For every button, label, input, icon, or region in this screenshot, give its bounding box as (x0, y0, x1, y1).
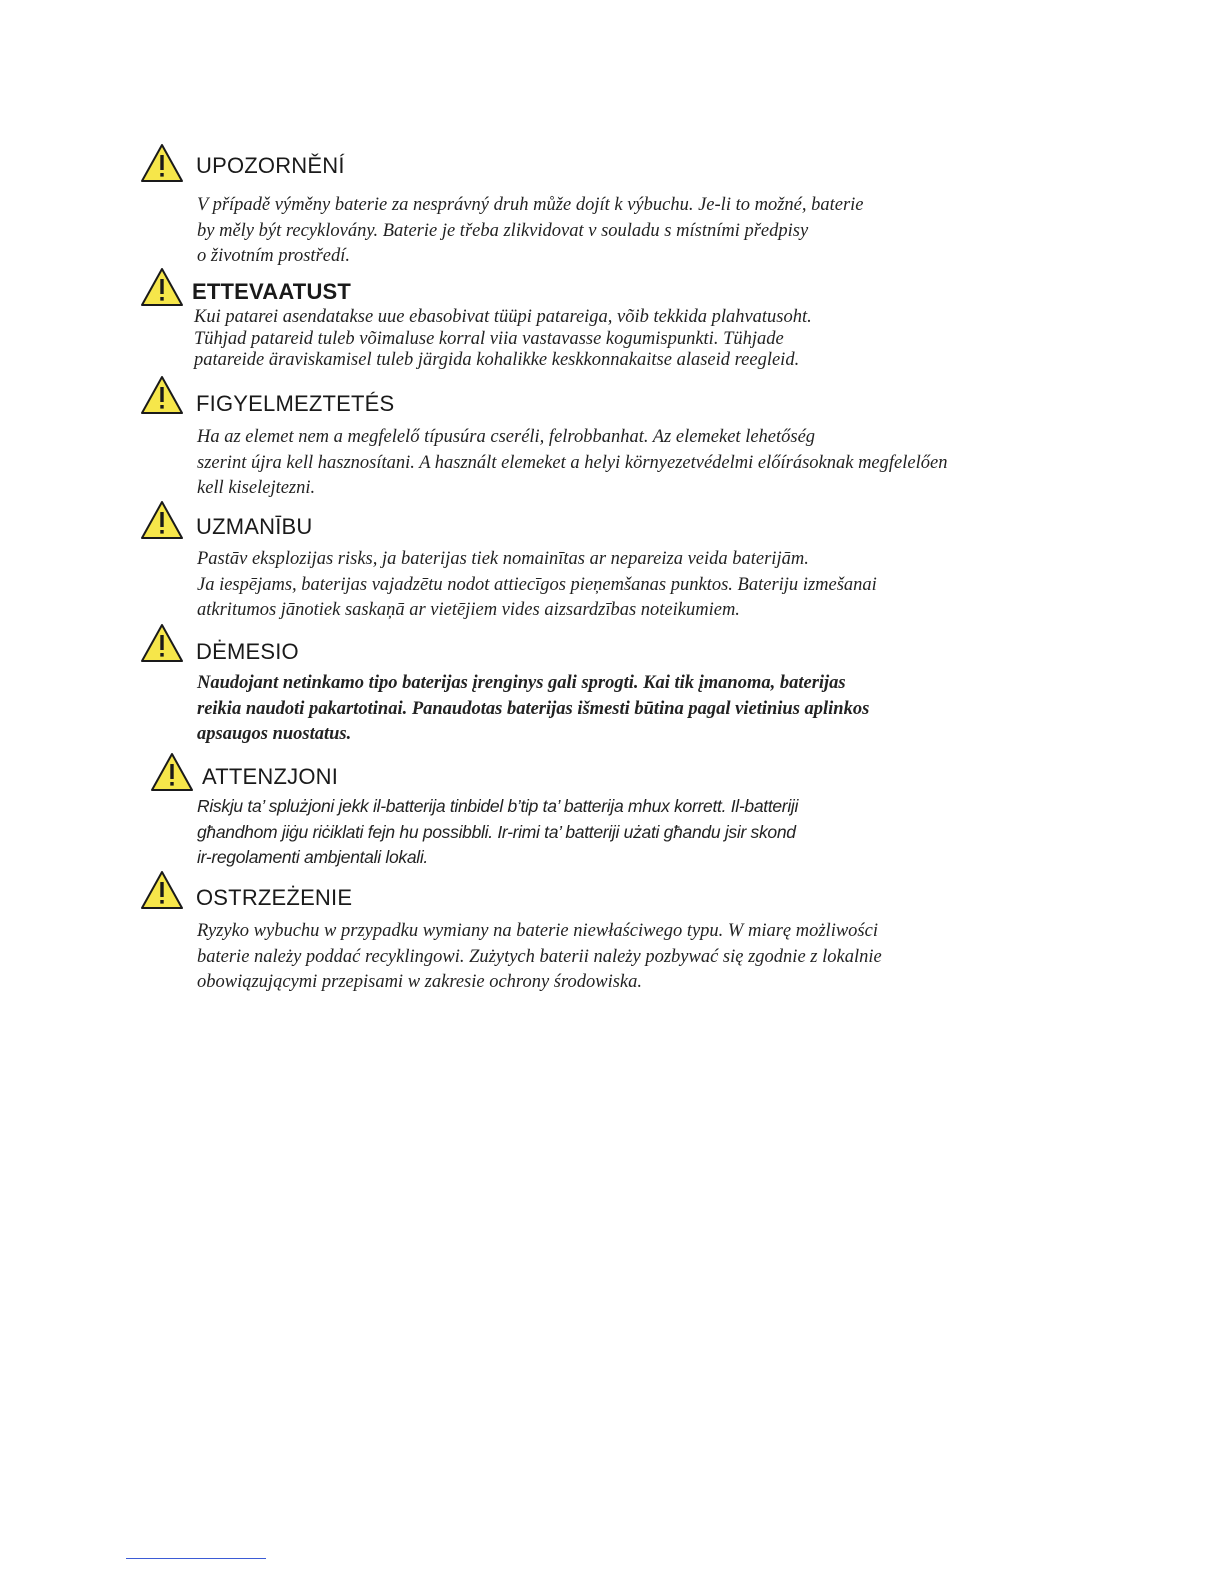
warning-body-line: Tühjad patareid tuleb võimaluse korral viia vastavasse kogumispunkti. Tühjade (194, 328, 784, 349)
warning-title: UPOZORNĚNÍ (196, 153, 345, 178)
footnote-divider (126, 1558, 266, 1559)
warning-body-line: Kui patarei asendatakse uue ebasobivat tüüpi patareiga, võib tekkida plahvatusoht. (194, 307, 812, 327)
warning-body-line: apsaugos nuostatus. (197, 724, 352, 744)
warning-triangle-icon (140, 870, 184, 910)
warning-body-line: o životním prostředí. (197, 246, 350, 266)
warning-body-line: Pastāv eksplozijas risks, ja baterijas tiek nomainītas ar nepareiza veida baterijām. (197, 549, 809, 569)
warning-body-line: szerint újra kell hasznosítani. A használt elemeket a helyi környezetvédelmi előírásoknak megfelelően (197, 452, 948, 473)
warning-body-line: Naudojant netinkamo tipo baterijas įrenginys gali sprogti. Kai tik įmanoma, baterijas (197, 673, 846, 693)
warning-body-line: ir-regolamenti ambjentali lokali. (197, 847, 428, 867)
warning-body-line: għandhom jiġu riċiklati fejn hu possibbli. Ir-rimi ta’ batteriji użati għandu jsir skond (197, 821, 796, 842)
warning-body (197, 193, 864, 270)
warning-body-line: baterie należy poddać recyklingowi. Zużytych baterii należy pozbywać się zgodnie z lokalnie (197, 946, 882, 967)
warning-triangle-icon (140, 267, 184, 307)
warning-body (197, 425, 947, 502)
warning-body (197, 794, 798, 871)
warning-body-line: atkritumos jānotiek saskaņā ar vietējiem vides aizsardzības noteikumiem. (197, 600, 740, 620)
warning-body-line: kell kiselejtezni. (197, 478, 316, 498)
warning-triangle-icon (150, 752, 194, 792)
warning-body (197, 919, 882, 996)
warning-body-line: patareide äraviskamisel tuleb järgida kohalikke keskkonnakaitse alaseid reegleid. (194, 350, 800, 370)
warning-triangle-icon (140, 143, 184, 183)
warning-body (194, 307, 812, 372)
warning-body-line: Ryzyko wybuchu w przypadku wymiany na baterie niewłaściwego typu. W miarę możliwości (197, 921, 878, 941)
warning-title: ETTEVAATUST (192, 279, 352, 304)
warning-body-line: V případě výměny baterie za nesprávný druh může dojít k výbuchu. Je-li to možné, baterie (197, 195, 864, 215)
warning-triangle-icon (140, 375, 184, 415)
warning-body-line: reikia naudoti pakartotinai. Panaudotas baterijas išmesti būtina pagal vietinius aplinkos (197, 698, 870, 719)
warning-body-line: Ha az elemet nem a megfelelő típusúra cseréli, felrobbanhat. Az elemeket lehetőség (197, 427, 816, 447)
warning-body-line: by měly být recyklovány. Baterie je třeba zlikvidovat v souladu s místními předpisy (197, 220, 809, 241)
warning-title: UZMANĪBU (196, 514, 313, 539)
warning-body-line: obowiązującymi przepisami w zakresie ochrony środowiska. (197, 972, 643, 992)
warning-title: ATTENZJONI (202, 764, 339, 789)
warning-title: OSTRZEŻENIE (196, 885, 353, 910)
warning-body (197, 671, 869, 748)
warning-triangle-icon (140, 623, 184, 663)
warning-body-line: Riskju ta’ splużjoni jekk il-batterija tinbidel b’tip ta’ batterija mhux korrett. Il-batteriji (197, 796, 799, 816)
warning-title: DĖMESIO (196, 639, 299, 664)
warning-body (197, 547, 877, 624)
warning-triangle-icon (140, 500, 184, 540)
warning-body-line: Ja iespējams, baterijas vajadzētu nodot attiecīgos pieņemšanas punktos. Bateriju izmešanai (197, 574, 877, 595)
warning-title: FIGYELMEZTETÉS (196, 391, 395, 416)
